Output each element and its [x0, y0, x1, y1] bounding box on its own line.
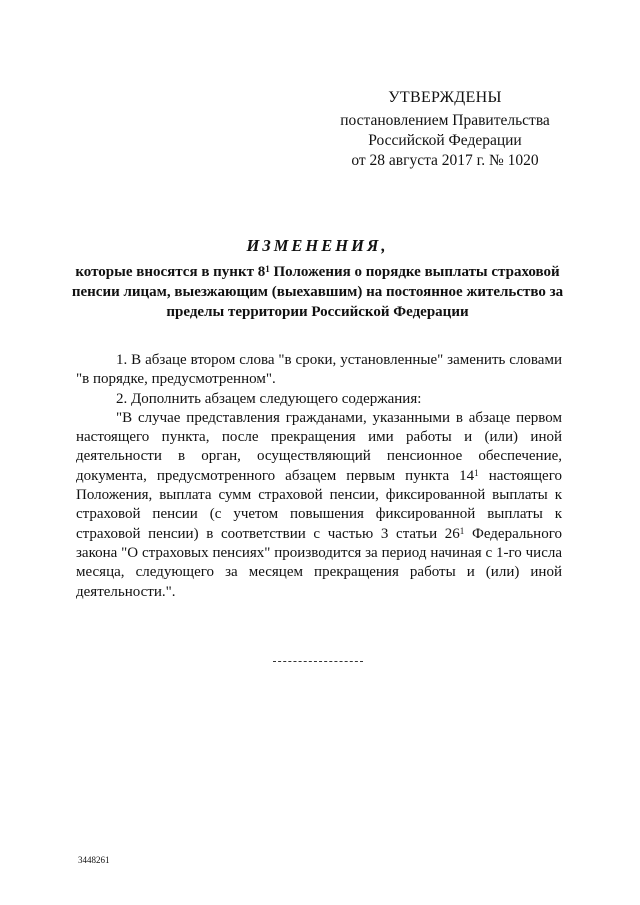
approval-heading: УТВЕРЖДЕНЫ [388, 89, 502, 106]
quote-superscript-2: 1 [459, 525, 465, 536]
quoted-paragraph [76, 409, 562, 602]
approval-line-3: от 28 августа 2017 г. № 1020 [351, 152, 539, 169]
approval-line-1: постановлением Правительства [340, 112, 550, 129]
subtitle-superscript: 1 [265, 264, 270, 274]
document-body [76, 351, 562, 602]
quote-part-3: Федерального закона "О страховых пенсиях" производится за период начиная с 1-го числа месяца, следующего за месяцем прекращения работы и (или) иной деятельности.". [76, 525, 562, 600]
document-title: ИЗМЕНЕНИЯ, [246, 236, 389, 255]
document-number: 3448261 [78, 855, 110, 865]
quote-superscript-1: 1 [474, 467, 479, 478]
item-2: 2. Дополнить абзацем следующего содержания: [116, 390, 422, 407]
subtitle-part-1: которые вносятся в пункт 8 [75, 264, 266, 280]
item-1: 1. В абзаце втором слова "в сроки, установленные" заменить словами "в порядке, предусмотренном". [76, 352, 562, 388]
end-divider [273, 661, 363, 662]
approval-line-2: Российской Федерации [368, 132, 522, 149]
approval-stamp [310, 88, 580, 171]
quote-part-1: "В случае представления гражданами, указанными в абзаце первом настоящего пункта, после прекращения ими работы и (или) иной деятельности в орган, осуществляющий пенсионное обеспечение, документа, предусмотренного абзацем первым пункта 14 [76, 409, 562, 484]
subtitle-part-2: Положения о порядке выплаты страховой пенсии лицам, выезжающим (выехавшим) на постоянное жительство за пределы территории Российской Федерации [71, 264, 564, 320]
document-subtitle [60, 262, 575, 322]
quote-part-2: настоящего Положения, выплата сумм страховой пенсии, фиксированной выплаты к страховой пенсии (с учетом повышения фиксированной выплаты к страховой пенсии) в соответствии с частью 3 статьи 26 [76, 467, 562, 542]
